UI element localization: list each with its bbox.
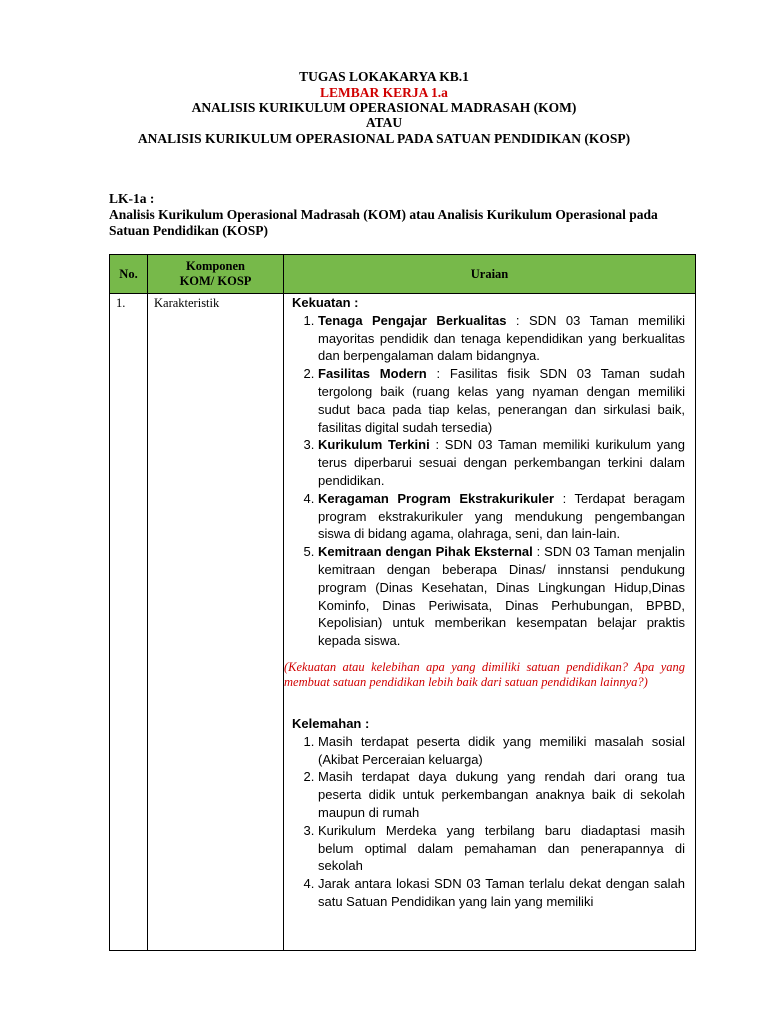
list-item: 4. Jarak antara lokasi SDN 03 Taman terlalu dekat dengan salah satu Satuan Pendidikan yang lain yang memiliki [318, 875, 685, 911]
col-header-komponen [148, 255, 284, 294]
list-item: 4. Keragaman Program Ekstrakurikuler : Terdapat beragam program ekstrakurikuler yang mendukung pengembangan siswa di bidang agama, olahraga, seni, dan lain-lain. [318, 490, 685, 543]
list-item: 2. Masih terdapat daya dukung yang rendah dari orang tua peserta didik untuk perkembangan anaknya baik di sekolah maupun di rumah [318, 768, 685, 821]
col-header-no: No. [110, 255, 148, 294]
lk-code: LK-1a : [109, 191, 155, 206]
kekuatan-list [290, 312, 685, 650]
analysis-table [109, 254, 696, 951]
kekuatan-title: Kekuatan : [292, 295, 359, 310]
kelemahan-list [290, 733, 685, 911]
list-item: 1. Masih terdapat peserta didik yang memiliki masalah sosial (Akibat Perceraian keluarga) [318, 733, 685, 769]
lk-title-line1: Analisis Kurikulum Operasional Madrasah (KOM) atau Analisis Kurikulum Operasional pada [109, 207, 658, 222]
col-header-komponen-line2: KOM/ KOSP [179, 274, 252, 288]
list-item: 1. Tenaga Pengajar Berkualitas : SDN 03 Taman memiliki mayoritas pendidik dan tenaga kependidikan yang berkualitas dan berpengalaman dalam bidangnya. [318, 312, 685, 365]
list-item: 2. Fasilitas Modern : Fasilitas fisik SDN 03 Taman sudah tergolong baik (ruang kelas yang nyaman dengan memiliki sudut baca pada tiap kelas, penerangan dan sirkulasi baik, fasilitas digital sudah tersedia) [318, 365, 685, 436]
list-item: 5. Kemitraan dengan Pihak Eksternal : SDN 03 Taman menjalin kemitraan dengan beberapa Dinas/ innstansi pendukung program (Dinas Kesehatan, Dinas Lingkungan Hidup,Dinas Kominfo, Dinas Periwisata, Dinas Perhubungan, BPBD, Kepolisian) untuk memberikan kesempatan belajar praktis kepada siswa. [318, 543, 685, 650]
list-item: 3. Kurikulum Merdeka yang terbilang baru diadaptasi masih belum optimal dalam pemahaman dan penerapannya di sekolah [318, 822, 685, 875]
row-number: 1. [110, 294, 148, 951]
lk-title-line2: Satuan Pendidikan (KOSP) [109, 223, 269, 238]
row-uraian [284, 294, 696, 951]
table-row [110, 294, 696, 951]
analysis-kosp-title: ANALISIS KURIKULUM OPERASIONAL PADA SATUAN PENDIDIKAN (KOSP) [137, 131, 631, 146]
row-komponen: Karakteristik [148, 294, 284, 951]
kelemahan-title: Kelemahan : [292, 715, 370, 731]
analysis-kom-title: ANALISIS KURIKULUM OPERASIONAL MADRASAH (KOM) [191, 100, 577, 115]
list-item: 3. Kurikulum Terkini : SDN 03 Taman memiliki kurikulum yang terus diperbarui sesuai dengan perkembangan terkini dalam pendidikan. [318, 436, 685, 489]
doc-title: TUGAS LOKAKARYA KB.1 [299, 69, 469, 84]
worksheet-title: LEMBAR KERJA 1.a [320, 85, 448, 100]
atau-label: ATAU [365, 115, 403, 130]
col-header-uraian: Uraian [284, 255, 696, 294]
table-header-row [110, 255, 696, 294]
kekuatan-guidance-note: (Kekuatan atau kelebihan apa yang dimiliki satuan pendidikan? Apa yang membuat satuan pendidikan lebih baik dari satuan pendidikan lainnya?) [284, 659, 685, 690]
col-header-komponen-line1: Komponen [185, 259, 246, 273]
